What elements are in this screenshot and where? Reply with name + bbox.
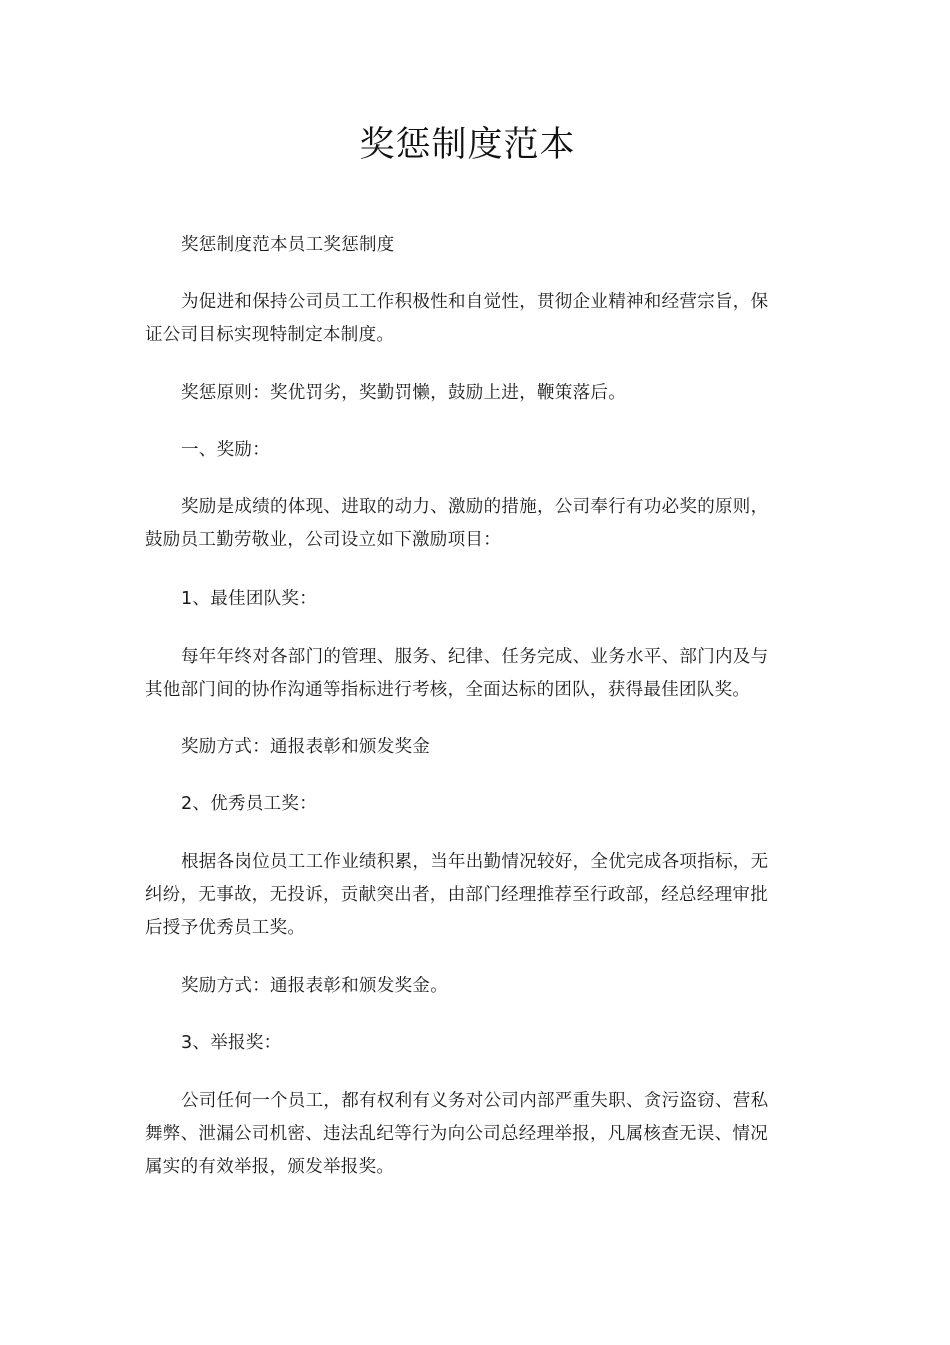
section-heading-rewards: 一、奖励： — [181, 440, 270, 460]
paragraph-best-team-method: 奖励方式：通报表彰和颁发奖金 — [181, 737, 431, 757]
item-heading-best-team: 1、最佳团队奖： — [181, 589, 318, 609]
paragraph-excellent-employee: 根据各岗位员工工作业绩积累，当年出勤情况较好，全优完成各项指标，无纠纷，无事故，无投诉，贡献突出者，由部门经理推荐至行政部，经总经理审批后授予优秀员工奖。 — [145, 852, 769, 938]
paragraph-report: 公司任何一个员工，都有权利有义务对公司内部严重失职、贪污盗窃、营私舞弊、泄漏公司机密、违法乱纪等行为向公司总经理举报，凡属核查无误、情况属实的有效举报，颁发举报奖。 — [145, 1091, 769, 1177]
paragraph-rewards-intro: 奖励是成绩的体现、进取的动力、激励的措施，公司奉行有功必奖的原则，鼓励员工勤劳敬业，公司设立如下激励项目： — [145, 497, 769, 550]
item-heading-report: 3、举报奖： — [181, 1033, 282, 1053]
paragraph-purpose: 为促进和保持公司员工工作积极性和自觉性，贯彻企业精神和经营宗旨，保证公司目标实现特制定本制度。 — [145, 292, 769, 345]
item-heading-excellent-employee: 2、优秀员工奖： — [181, 794, 318, 814]
paragraph-subtitle: 奖惩制度范本员工奖惩制度 — [181, 235, 395, 255]
document-title: 奖惩制度范本 — [359, 125, 576, 165]
paragraph-principle: 奖惩原则：奖优罚劣，奖勤罚懒，鼓励上进，鞭策落后。 — [181, 383, 626, 403]
paragraph-best-team: 每年年终对各部门的管理、服务、纪律、任务完成、业务水平、部门内及与其他部门间的协作沟通等指标进行考核，全面达标的团队，获得最佳团队奖。 — [145, 647, 769, 700]
paragraph-excellent-employee-method: 奖励方式：通报表彰和颁发奖金。 — [181, 976, 448, 996]
